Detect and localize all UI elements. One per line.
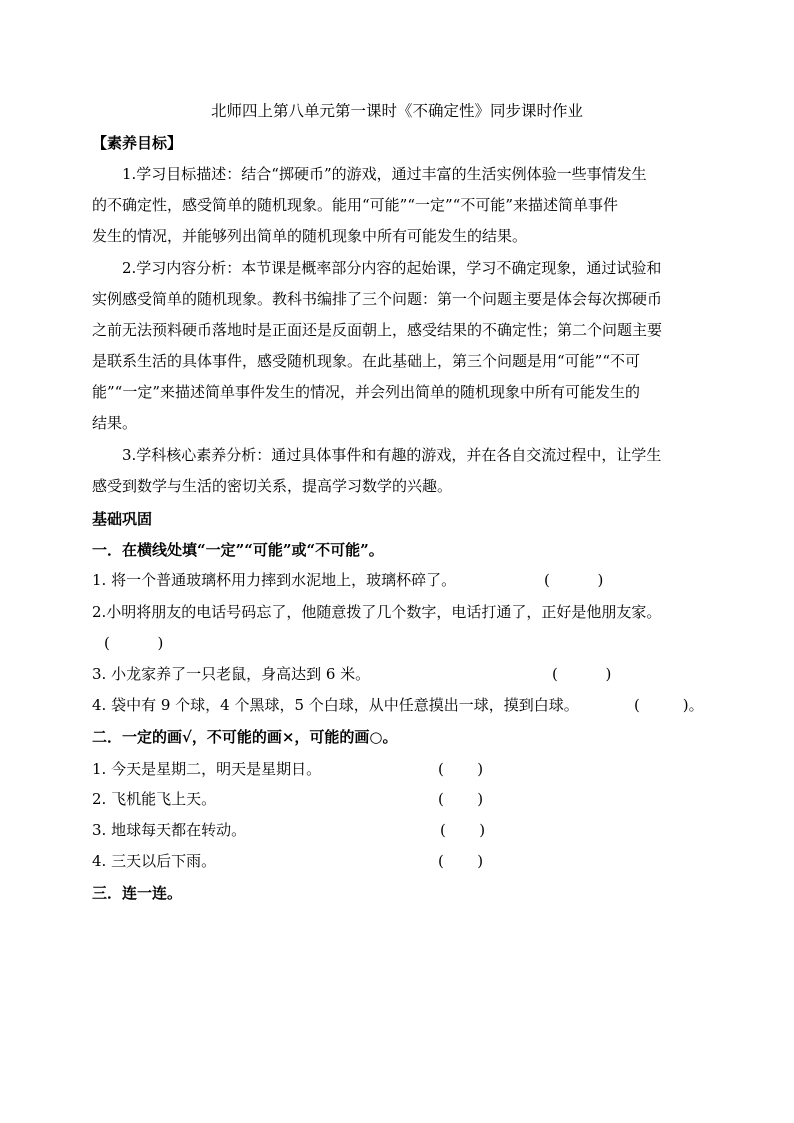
question2-blank3[interactable]: ( ) (440, 821, 486, 839)
goal2-line4: 是联系生活的具体事件，感受随机现象。在此基础上，第三个问题是用“可能”“不可 (92, 352, 641, 370)
goal3-line2: 感受到数学与生活的密切关系，提高学习数学的兴趣。 (92, 477, 453, 495)
question1-blank1[interactable]: ( ) (544, 571, 604, 589)
goal2-line3: 之前无法预料硬币落地时是正面还是反面朝上，感受结果的不确定性；第二个问题主要 (92, 321, 663, 339)
question1-item2: 2.小明将朋友的电话号码忘了，他随意拨了几个数字，电话打通了，正好是他朋友家。 (92, 603, 662, 621)
question1-blank3[interactable]: ( ) (552, 665, 612, 683)
goal2-line6: 结果。 (92, 414, 138, 432)
question1-item3: 3. 小龙家养了一只老鼠，身高达到 6 米。 (92, 665, 371, 683)
question2-blank1[interactable]: ( ) (438, 760, 484, 778)
page-title: 北师四上第八单元第一课时《不确定性》同步课时作业 (210, 102, 583, 120)
goal1-line2: 的不确定性，感受简单的随机现象。能用“可能”“一定”“不可能”来描述简单事件 (92, 196, 619, 214)
goal2-line5: 能”“一定”来描述简单事件发生的情况，并会列出简单的随机现象中所有可能发生的 (92, 383, 641, 401)
goal2-line1: 2.学习内容分析：本节课是概率部分内容的起始课，学习不确定现象，通过试验和 (122, 259, 662, 277)
question1-blank4[interactable]: ( )。 (634, 696, 704, 714)
section-goals-heading: 【素养目标】 (92, 134, 183, 152)
goal1-line3: 发生的情况，并能够列出简单的随机现象中所有可能发生的结果。 (92, 227, 528, 245)
question2-blank4[interactable]: ( ) (438, 852, 484, 870)
question1-heading: 一．在横线处填“一定”“可能”或“不可能”。 (92, 541, 384, 559)
question1-item4: 4. 袋中有 9 个球，4 个黑球，5 个白球，从中任意摸出一球，摸到白球。 (92, 696, 579, 714)
question2-item2: 2. 飞机能飞上天。 (92, 790, 217, 808)
goal1-line1: 1.学习目标描述：结合“掷硬币”的游戏，通过丰富的生活实例体验一些事情发生 (122, 165, 647, 183)
question3-heading: 三．连一连。 (92, 884, 183, 902)
question2-item4: 4. 三天以后下雨。 (92, 852, 217, 870)
question1-item1: 1. 将一个普通玻璃杯用力摔到水泥地上，玻璃杯碎了。 (92, 571, 457, 589)
question2-blank2[interactable]: ( ) (438, 790, 484, 808)
question1-blank2[interactable]: ( ) (104, 634, 164, 652)
question2-item1: 1. 今天是星期二，明天是星期日。 (92, 760, 322, 778)
goal3-line1: 3.学科核心素养分析：通过具体事件和有趣的游戏，并在各自交流过程中，让学生 (122, 446, 662, 464)
question2-heading: 二．一定的画√，不可能的画×，可能的画○。 (92, 728, 398, 746)
question2-item3: 3. 地球每天都在转动。 (92, 821, 247, 839)
section-basic-heading: 基础巩固 (92, 510, 153, 528)
goal2-line2: 实例感受简单的随机现象。教科书编排了三个问题：第一个问题主要是体会每次掷硬币 (92, 290, 663, 308)
